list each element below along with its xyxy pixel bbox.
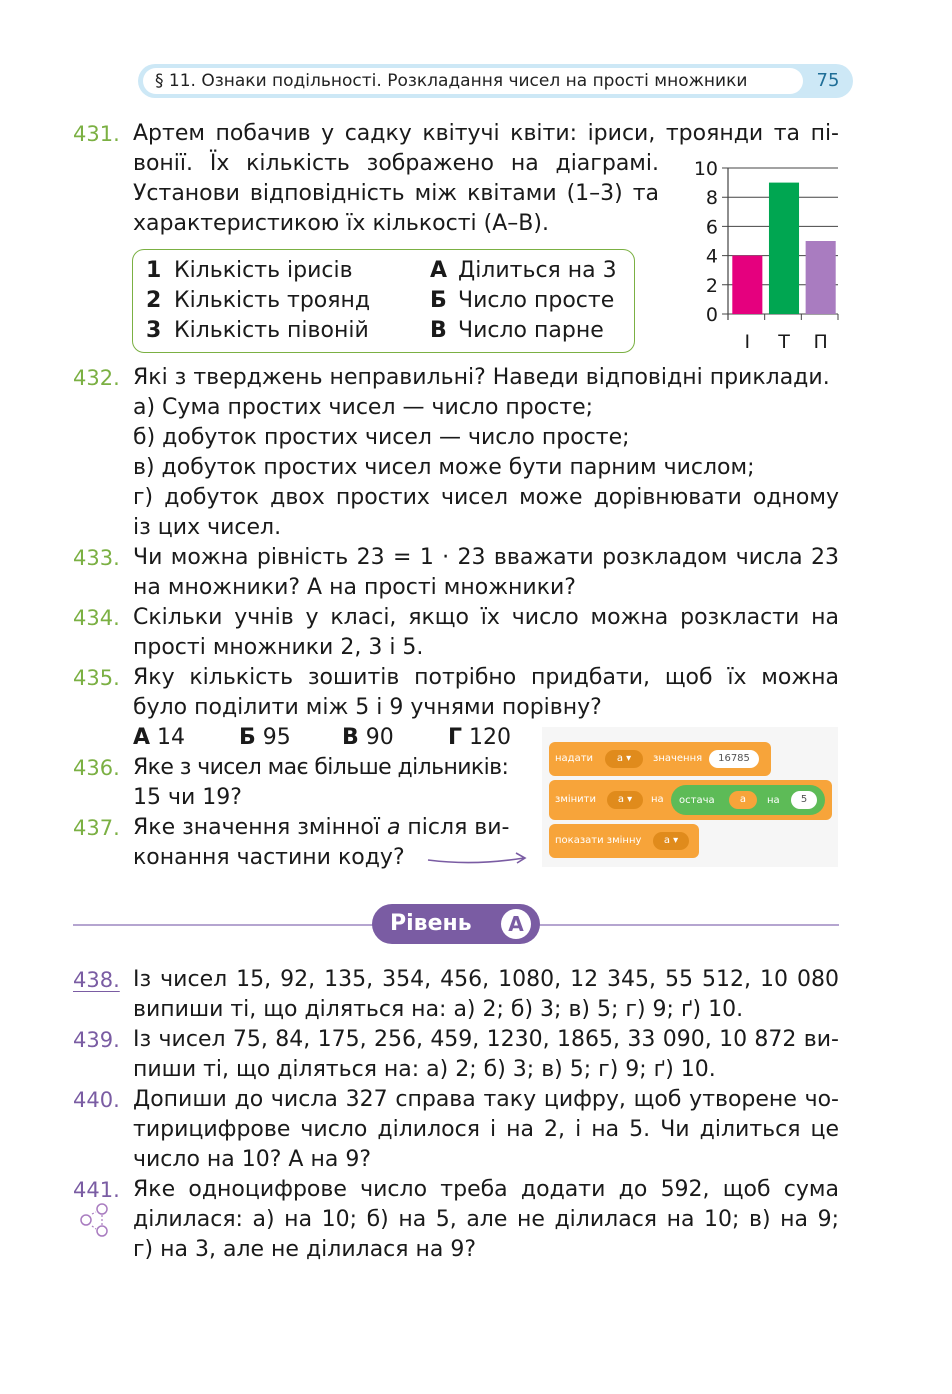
code-block-set: надати a ▾ значення 16785 — [549, 742, 771, 776]
chart-bar — [806, 241, 836, 314]
chart-x-tick-label: І — [744, 331, 751, 353]
problem-432-line-2: а) Сума простих чисел — число просте; — [133, 395, 594, 420]
modulo-operator-block: остача a на 5 — [671, 785, 825, 815]
problem-432-line-4: в) добуток простих чисел може бути парним числом; — [133, 455, 755, 480]
problem-432-line-3: б) добуток простих чисел — число просте; — [133, 425, 630, 450]
level-letter: А — [501, 909, 531, 939]
problem-433-line-1: Чи можна рівність 23 = 1 · 23 вважати розкладом числа 23 — [133, 545, 839, 570]
problem-432-line-1: Які з тверджень неправильні? Наведи відповідні приклади. — [133, 365, 830, 390]
match-right-b: Б Число просте — [430, 288, 615, 313]
problem-431-line-2: вонії. Їх кількість зображено на діаграмі. — [133, 151, 659, 176]
problem-435-line-2: було поділити між 5 і 9 учнями порівну? — [133, 695, 602, 720]
chart-y-tick-label: 10 — [693, 158, 718, 180]
answer-option-g: Г 120 — [448, 725, 512, 750]
arrow-icon — [424, 846, 532, 870]
match-left-3: 3 Кількість півоній — [146, 318, 369, 343]
problem-number-435: 435. — [73, 666, 120, 690]
problem-441-line-2: ділилася: а) на 10; б) на 5, але не ділилася на 10; в) на 9; — [133, 1207, 839, 1232]
chart-x-tick-label: П — [813, 331, 828, 353]
chart-x-tick-label: Т — [778, 331, 790, 353]
problem-433-line-2: на множники? А на прості множники? — [133, 575, 576, 600]
problem-441-line-1: Яке одноцифрове число треба додати до 592, щоб сума — [133, 1177, 839, 1202]
chart-y-ticks — [694, 158, 718, 326]
problem-435-line-1: Яку кількість зошитів потрібно придбати, щоб їх можна — [133, 665, 839, 690]
problem-number-436: 436. — [73, 756, 120, 780]
problem-437-line-2: конання частини коду? — [133, 845, 405, 870]
problem-431-line-1: Артем побачив у садку квітучі квіти: іриси, троянди та пі- — [133, 121, 839, 146]
chart-y-tick-label: 8 — [705, 187, 718, 210]
problem-432-line-5: г) добуток двох простих чисел може дорівнювати одному — [133, 485, 839, 510]
problem-438-line-1: Із чисел 15, 92, 135, 354, 456, 1080, 12 345, 55 512, 10 080 — [133, 967, 839, 992]
chart-bar — [769, 183, 799, 314]
code-block-change: змінити a ▾ на остача a на 5 — [549, 780, 832, 820]
problem-440-line-3: число на 10? А на 9? — [133, 1147, 372, 1172]
chart-y-tick-label: 4 — [705, 245, 718, 268]
problem-439-line-1: Із чисел 75, 84, 175, 256, 459, 1230, 1865, 33 090, 10 872 ви- — [133, 1027, 839, 1052]
problem-number-434: 434. — [73, 606, 120, 630]
problem-number-439: 439. — [73, 1028, 120, 1052]
problem-number-432: 432. — [73, 366, 120, 390]
code-block-show: показати змінну a ▾ — [549, 824, 699, 858]
answer-option-b: Б 95 — [239, 725, 291, 750]
problem-number-437: 437. — [73, 816, 120, 840]
chart-y-tick-label: 6 — [705, 216, 718, 239]
problem-431-line-3: Установи відповідність між квітами (1–3) та — [133, 181, 659, 206]
problem-431-line-4: характеристикою їх кількості (А–В). — [133, 211, 549, 236]
problem-438-line-2: випиши ті, що діляться на: а) 2; б) 3; в) 5; г) 9; ґ) 10. — [133, 997, 744, 1022]
problem-436-line-2: 15 чи 19? — [133, 785, 242, 810]
section-title: § 11. Ознаки подільності. Розкладання чисел на прості множники — [143, 68, 803, 94]
page-number: 75 — [816, 70, 840, 91]
problem-441-line-3: г) на 3, але не ділилася на 9? — [133, 1237, 477, 1262]
chart-y-tick-label: 0 — [705, 304, 718, 326]
flower-bar-chart — [680, 150, 850, 360]
level-badge: Рівень А — [372, 904, 540, 944]
problem-number-431: 431. — [73, 122, 120, 146]
group-work-icon — [78, 1202, 114, 1238]
problem-number-433: 433. — [73, 546, 120, 570]
problem-number-440: 440. — [73, 1088, 120, 1112]
problem-436-line-1: Яке з чисел має більше дільників: — [133, 755, 509, 780]
problem-432-line-6: із цих чисел. — [133, 515, 282, 540]
chart-bars — [732, 183, 835, 314]
chart-bar — [732, 256, 762, 314]
answer-option-v: В 90 — [342, 725, 394, 750]
match-right-v: В Число парне — [430, 318, 604, 343]
problem-439-line-2: пиши ті, що діляться на: а) 2; б) 3; в) 5; г) 9; ґ) 10. — [133, 1057, 716, 1082]
match-left-2: 2 Кількість троянд — [146, 288, 371, 313]
answer-option-a: А 14 — [133, 725, 186, 750]
problem-number-438: 438. — [73, 968, 120, 992]
chart-x-ticks — [745, 331, 828, 353]
problem-437-line-1: Яке значення змінної a після ви- — [133, 815, 510, 840]
problem-440-line-2: тирицифрове число ділилося і на 2, і на 5. Чи ділиться це — [133, 1117, 839, 1142]
match-left-1: 1 Кількість ірисів — [146, 258, 353, 283]
problem-number-441: 441. — [73, 1178, 120, 1202]
problem-434-line-2: прості множники 2, 3 і 5. — [133, 635, 424, 660]
match-right-a: А Ділиться на 3 — [430, 258, 617, 283]
problem-440-line-1: Допиши до числа 327 справа таку цифру, щоб утворене чо- — [133, 1087, 839, 1112]
chart-y-tick-label: 2 — [705, 274, 718, 297]
problem-434-line-1: Скільки учнів у класі, якщо їх число можна розкласти на — [133, 605, 839, 630]
